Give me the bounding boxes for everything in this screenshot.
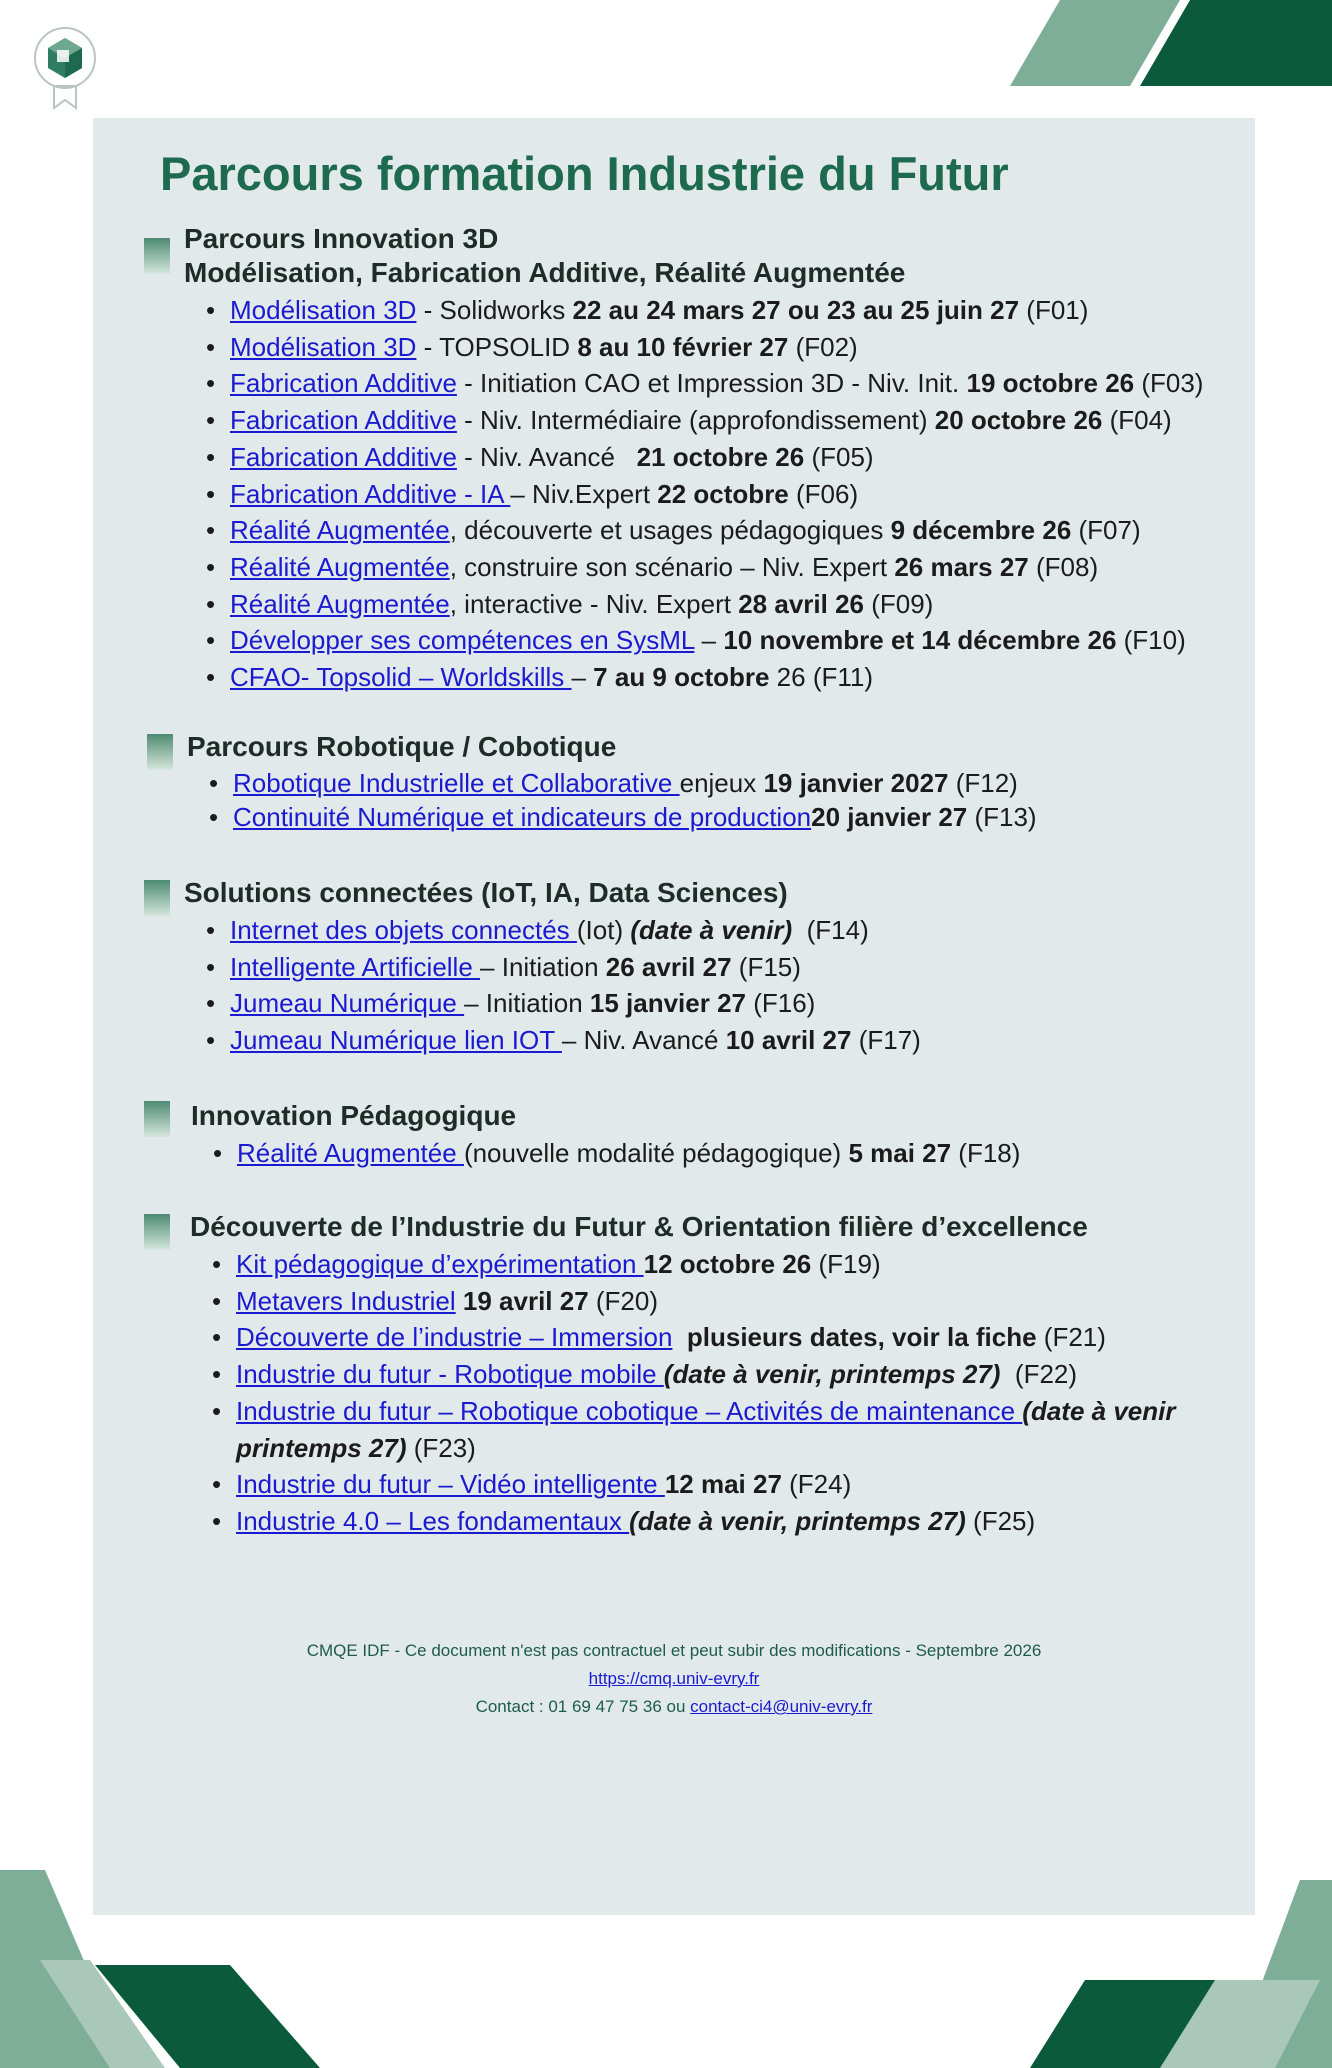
course-link[interactable]: Metavers Industriel — [236, 1285, 456, 1316]
course-link[interactable]: Modélisation 3D — [230, 331, 417, 362]
footer-url-line — [93, 1669, 1255, 1689]
course-item-f13 — [233, 800, 1332, 834]
course-date: 10 avril 27 — [725, 1025, 852, 1056]
section-marker-icon — [144, 1214, 170, 1250]
course-item-f18 — [237, 1135, 1332, 1172]
course-date: 21 octobre 26 — [636, 441, 805, 472]
section-marker-icon — [147, 734, 173, 770]
course-date: 7 au 9 octobre — [593, 662, 770, 693]
course-list — [236, 1246, 1332, 1540]
course-link[interactable]: Réalité Augmentée — [230, 588, 450, 619]
course-item-f08 — [230, 549, 1332, 586]
course-text: (nouvelle modalité pédagogique) — [463, 1138, 849, 1168]
course-link[interactable]: Fabrication Additive — [230, 405, 457, 436]
course-item-f11 — [230, 659, 1332, 696]
course-item-f06 — [230, 476, 1332, 513]
section-marker-icon — [144, 1101, 170, 1137]
course-date: 19 octobre 26 — [966, 368, 1135, 399]
course-code: (F24) — [781, 1469, 852, 1500]
course-date: 12 octobre 26 — [643, 1249, 812, 1279]
course-text: , découverte et usages pédagogiques — [449, 515, 891, 546]
course-date: plusieurs dates, voir la fiche — [686, 1322, 1037, 1353]
course-link[interactable]: Industrie du futur – Robotique cobotique – Activités de maintenance — [236, 1395, 1023, 1426]
footer-contact-text: Contact : 01 69 47 75 36 ou — [475, 1697, 691, 1716]
course-text — [456, 1286, 463, 1316]
course-date: 22 octobre — [657, 478, 789, 509]
course-link[interactable]: Jumeau Numérique lien IOT — [230, 1025, 562, 1056]
course-code: (F13) — [967, 802, 1037, 832]
course-text: – — [694, 625, 724, 656]
course-date: 19 janvier 2027 — [763, 768, 949, 798]
course-code: (F21) — [1036, 1322, 1106, 1353]
course-link[interactable]: CFAO- Topsolid – Worldskills — [230, 662, 572, 693]
course-item-f03 — [230, 365, 1332, 402]
course-date: 5 mai 27 — [848, 1138, 952, 1168]
footer-email-link[interactable]: contact-ci4@univ-evry.fr — [690, 1697, 873, 1716]
course-code: (F15) — [731, 951, 801, 982]
course-link[interactable]: Jumeau Numérique — [230, 988, 465, 1019]
course-item-f07 — [230, 512, 1332, 549]
course-code: (F04) — [1102, 405, 1172, 436]
course-link[interactable]: Découverte de l’industrie – Immersion — [236, 1322, 673, 1353]
course-date: 20 octobre 26 — [934, 405, 1103, 436]
course-date: (date à venir, printemps 27) — [629, 1505, 966, 1536]
course-text: – — [571, 662, 594, 693]
course-text: - Niv. Avancé — [456, 441, 637, 472]
course-link[interactable]: Continuité Numérique et indicateurs de production — [233, 802, 812, 832]
course-date: 20 janvier 27 — [811, 802, 968, 832]
section-innovation-3d — [0, 222, 1332, 696]
course-code: (F10) — [1116, 625, 1186, 656]
course-code: (F19) — [811, 1249, 881, 1279]
course-text: - Niv. Intermédiaire (approfondissement) — [456, 405, 935, 436]
cube-ribbon-logo-icon — [30, 26, 100, 110]
course-date: 10 novembre et 14 décembre 26 — [723, 625, 1117, 656]
section-innovation-pedagogique — [0, 1099, 1332, 1172]
course-item-f05 — [230, 439, 1332, 476]
section-decouverte — [0, 1210, 1332, 1540]
course-item-f12 — [233, 766, 1332, 800]
course-item-f02 — [230, 329, 1332, 366]
course-text: (Iot) — [576, 915, 631, 945]
section-solutions-connectees — [0, 876, 1332, 1059]
course-code: (F03) — [1134, 368, 1204, 399]
course-code: (F07) — [1071, 515, 1141, 546]
course-item-f24 — [236, 1466, 1332, 1503]
course-link[interactable]: Intelligente Artificielle — [230, 951, 481, 982]
course-code: (F05) — [804, 441, 874, 472]
course-text: – Initiation — [480, 951, 606, 982]
footer-url-link[interactable]: https://cmq.univ-evry.fr — [588, 1669, 760, 1688]
section-robotique — [0, 730, 1332, 834]
footer-disclaimer: CMQE IDF - Ce document n'est pas contractuel et peut subir des modifications - Septembre 2026 — [306, 1641, 1042, 1660]
course-date: 9 décembre 26 — [890, 515, 1072, 546]
section-marker-icon — [144, 880, 170, 916]
course-link[interactable]: Kit pédagogique d’expérimentation — [236, 1249, 644, 1279]
course-link[interactable]: Réalité Augmentée — [237, 1138, 464, 1168]
course-text: - Initiation CAO et Impression 3D - Niv. Init. — [456, 368, 967, 399]
course-date-continued: printemps 27) — [236, 1432, 407, 1463]
course-item-f09 — [230, 586, 1332, 623]
course-item-f01 — [230, 292, 1332, 329]
course-code: (F25) — [965, 1505, 1036, 1536]
course-date: (date à venir, printemps 27) — [663, 1359, 1001, 1390]
section-heading: Innovation Pédagogique — [191, 1100, 517, 1131]
course-link[interactable]: Robotique Industrielle et Collaborative — [233, 768, 680, 798]
section-marker-icon — [144, 238, 170, 274]
course-code: (F12) — [948, 768, 1018, 798]
course-date: 8 au 10 février 27 — [577, 331, 789, 362]
course-code: (F23) — [406, 1432, 476, 1463]
section-heading: Parcours Robotique / Cobotique — [187, 731, 617, 762]
section-subheading: Modélisation, Fabrication Additive, Réalité Augmentée — [184, 257, 906, 288]
course-code: (F08) — [1028, 551, 1099, 582]
footer-contact-line — [93, 1697, 1255, 1717]
course-date: 26 avril 27 — [605, 951, 732, 982]
course-text: - Solidworks — [416, 295, 573, 325]
course-link[interactable]: Fabrication Additive - IA — [230, 478, 511, 509]
course-date: 12 mai 27 — [664, 1469, 782, 1500]
course-link[interactable]: Fabrication Additive — [230, 368, 457, 399]
course-item-f21 — [236, 1319, 1332, 1356]
course-code: (F18) — [951, 1138, 1021, 1168]
top-right-decoration — [990, 0, 1332, 86]
course-date: 19 avril 27 — [462, 1285, 589, 1316]
course-item-f20 — [236, 1283, 1332, 1320]
course-item-f04 — [230, 402, 1332, 439]
course-item-f16 — [230, 985, 1332, 1022]
course-item-f10 — [230, 622, 1332, 659]
course-link[interactable]: Industrie du futur – Vidéo intelligente — [236, 1469, 665, 1500]
course-code: (F20) — [588, 1285, 659, 1316]
course-code: (F14) — [792, 915, 869, 945]
course-list — [233, 766, 1332, 834]
course-link[interactable]: Modélisation 3D — [230, 295, 417, 325]
course-code: (F22) — [1000, 1359, 1078, 1390]
course-code: (F17) — [851, 1025, 921, 1056]
course-link[interactable]: Industrie du futur - Robotique mobile — [236, 1359, 664, 1390]
course-item-f14 — [230, 912, 1332, 949]
course-item-f17 — [230, 1022, 1332, 1059]
course-text: – Initiation — [464, 988, 590, 1019]
course-text: – Niv. Avancé — [561, 1025, 726, 1056]
course-item-f15 — [230, 949, 1332, 986]
page-title: Parcours formation Industrie du Futur — [160, 147, 1009, 200]
course-link[interactable]: Internet des objets connectés — [230, 915, 577, 945]
course-item-f25 — [236, 1503, 1332, 1540]
section-heading: Découverte de l’Industrie du Futur & Orientation filière d’excellence — [190, 1211, 1088, 1242]
course-link[interactable]: Réalité Augmentée — [230, 551, 450, 582]
course-code: (F16) — [746, 988, 816, 1019]
course-item-f23 — [236, 1393, 1332, 1466]
course-list — [230, 912, 1332, 1059]
course-link[interactable]: Développer ses compétences en SysML — [230, 625, 695, 656]
course-text: enjeux — [679, 768, 764, 798]
course-text: , interactive - Niv. Expert — [449, 588, 739, 619]
course-code: (F06) — [788, 478, 859, 509]
course-text — [672, 1322, 686, 1352]
course-date: 28 avril 26 — [738, 588, 864, 619]
section-heading: Parcours Innovation 3D — [184, 223, 499, 254]
course-date: 15 janvier 27 — [589, 988, 746, 1019]
course-list — [230, 292, 1332, 696]
course-date: 22 au 24 mars 27 ou 23 au 25 juin 27 — [572, 295, 1020, 325]
course-item-f22 — [236, 1356, 1332, 1393]
course-date: (date à venir — [1022, 1395, 1176, 1426]
course-code: (F02) — [788, 331, 858, 362]
course-code: (F09) — [864, 588, 934, 619]
course-list — [237, 1135, 1332, 1172]
section-heading: Solutions connectées (IoT, IA, Data Sciences) — [184, 877, 788, 908]
course-link[interactable]: Industrie 4.0 – Les fondamentaux — [236, 1505, 630, 1536]
course-text: - TOPSOLID — [416, 331, 578, 362]
course-date: (date à venir) — [630, 915, 793, 945]
course-code: 26 (F11) — [769, 662, 874, 693]
course-text: , construire son scénario – Niv. Expert — [449, 551, 895, 582]
course-link[interactable]: Réalité Augmentée — [230, 515, 450, 546]
course-code: (F01) — [1019, 295, 1089, 325]
course-item-f19 — [236, 1246, 1332, 1283]
course-link[interactable]: Fabrication Additive — [230, 441, 457, 472]
course-text: – Niv.Expert — [510, 478, 658, 509]
course-date: 26 mars 27 — [894, 551, 1029, 582]
